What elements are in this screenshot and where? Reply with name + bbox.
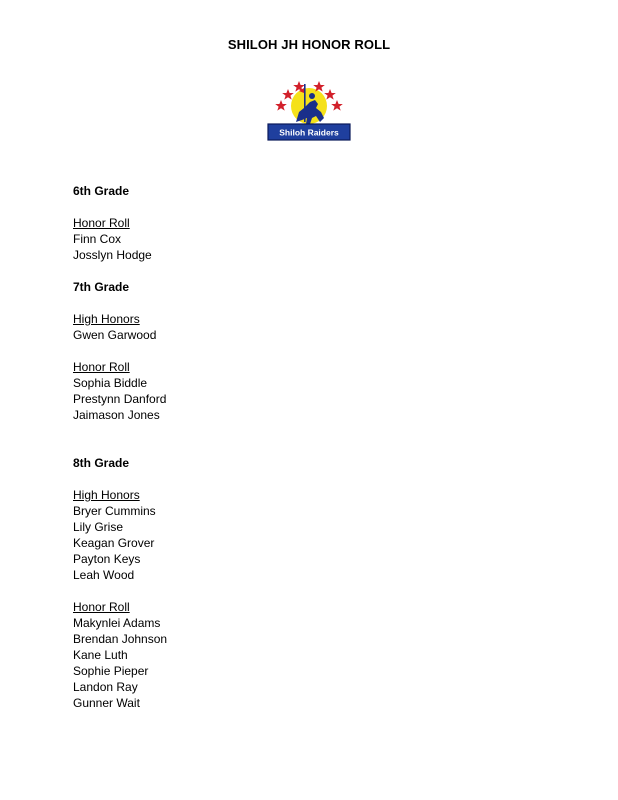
grade-heading-8th: 8th Grade bbox=[73, 456, 130, 470]
shiloh-raiders-logo bbox=[266, 78, 352, 144]
student-name: Payton Keys bbox=[73, 552, 141, 566]
student-name: Finn Cox bbox=[73, 232, 122, 246]
category-8th-honor-roll: Honor Roll bbox=[73, 600, 130, 614]
category-6th-honor-roll: Honor Roll bbox=[73, 216, 130, 230]
honor-roll-content bbox=[73, 183, 167, 711]
category-7th-high-honors: High Honors bbox=[73, 312, 140, 326]
student-name: Makynlei Adams bbox=[73, 616, 161, 630]
logo-banner-text: Shiloh Raiders bbox=[279, 127, 339, 138]
student-name: Sophie Pieper bbox=[73, 664, 149, 678]
student-name: Lily Grise bbox=[73, 520, 124, 534]
grade-heading-6th: 6th Grade bbox=[73, 184, 130, 198]
student-name: Leah Wood bbox=[73, 568, 135, 582]
student-name: Keagan Grover bbox=[73, 536, 155, 550]
grade-heading-7th: 7th Grade bbox=[73, 280, 130, 294]
student-name: Bryer Cummins bbox=[73, 504, 156, 518]
student-name: Josslyn Hodge bbox=[73, 248, 152, 262]
student-name: Brendan Johnson bbox=[73, 632, 168, 646]
category-8th-high-honors: High Honors bbox=[73, 488, 140, 502]
student-name: Jaimason Jones bbox=[73, 408, 160, 422]
page-title: SHILOH JH HONOR ROLL bbox=[227, 37, 391, 52]
student-name: Gwen Garwood bbox=[73, 328, 157, 342]
student-name: Gunner Wait bbox=[73, 696, 140, 710]
student-name: Kane Luth bbox=[73, 648, 128, 662]
student-name: Sophia Biddle bbox=[73, 376, 148, 390]
student-name: Landon Ray bbox=[73, 680, 138, 694]
category-7th-honor-roll: Honor Roll bbox=[73, 360, 130, 374]
student-name: Prestynn Danford bbox=[73, 392, 167, 406]
